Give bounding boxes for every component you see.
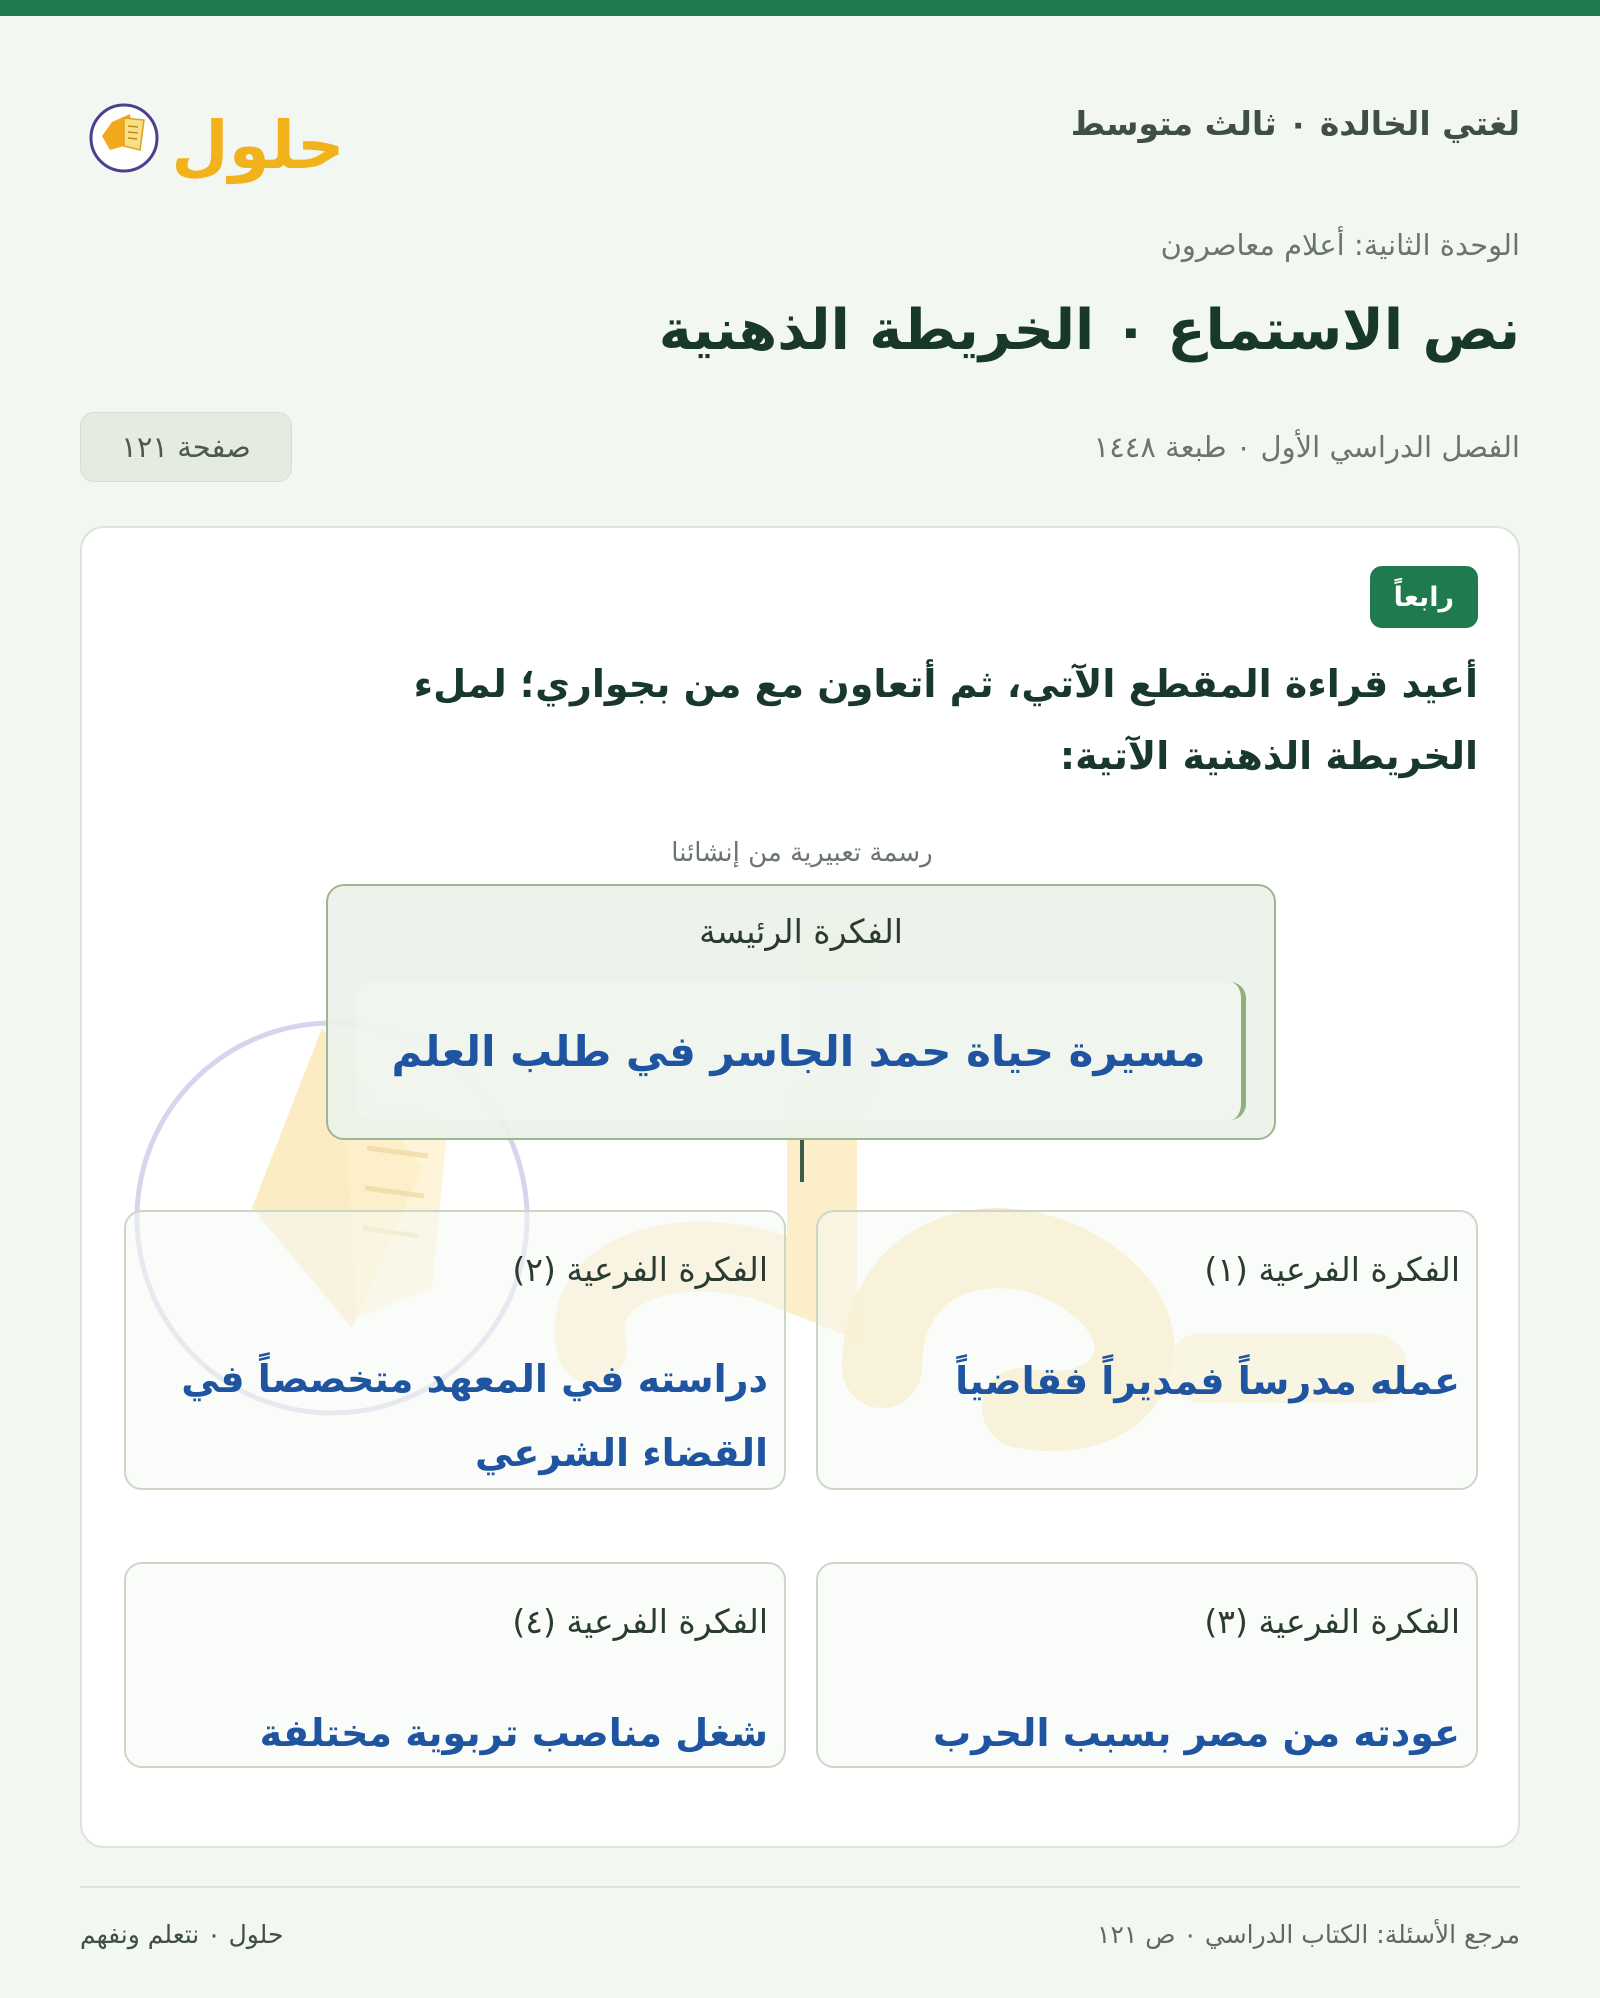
hulul-logo-icon [80,70,360,195]
footer-reference: مرجع الأسئلة: الكتاب الدراسي ٠ ص ١٢١ [1097,1920,1520,1949]
sub-idea-1-box [816,1210,1478,1490]
exercise-tag-label: رابعاً [1393,581,1454,613]
sub-idea-2-text: دراسته في المعهد متخصصاً في القضاء الشرعي [181,1357,768,1475]
logo-wordmark: حلول [171,107,345,184]
top-accent-bar [0,0,1600,16]
sub-idea-3-label: الفكرة الفرعية (٣) [1204,1602,1460,1641]
book-title: لغتي الخالدة ٠ ثالث متوسط [1070,104,1520,143]
sub-idea-4-box [124,1562,786,1768]
sub-idea-2-box [124,1210,786,1490]
footer-divider [80,1886,1520,1888]
page-number-badge [80,412,292,482]
exercise-card [80,526,1520,1848]
sub-idea-1-label: الفكرة الفرعية (١) [1204,1250,1460,1289]
exercise-instruction: أعيد قراءة المقطع الآتي، ثم أتعاون مع من بجواري؛ لملء الخريطة الذهنية الآتية: [413,662,1478,778]
main-idea-box [326,884,1276,1140]
sub-idea-3-text: عودته من مصر بسبب الحرب [932,1711,1460,1755]
main-idea-label: الفكرة الرئيسة [699,912,903,951]
semester-info: الفصل الدراسي الأول ٠ طبعة ١٤٤٨ [1093,430,1520,464]
main-idea-text: مسيرة حياة حمد الجاسر في طلب العلم [391,1026,1206,1076]
hulul-logo[interactable] [80,70,360,195]
main-idea-answer-box [356,982,1246,1120]
sub-idea-2-label: الفكرة الفرعية (٢) [512,1250,768,1289]
sub-idea-4-label: الفكرة الفرعية (٤) [512,1602,768,1641]
exercise-tag [1370,566,1478,628]
sub-idea-1-text: عمله مدرساً فمديراً فقاضياً [955,1359,1460,1403]
sub-idea-4-text: شغل مناصب تربوية مختلفة [259,1711,768,1755]
illustration-caption: رسمة تعبيرية من إنشائنا [671,838,933,868]
footer-brand: حلول ٠ نتعلم ونفهم [80,1920,284,1949]
unit-title: الوحدة الثانية: أعلام معاصرون [1160,228,1520,262]
sub-idea-3-box [816,1562,1478,1768]
page-header [80,60,1520,190]
mind-map-connector [800,1140,804,1182]
page-title: نص الاستماع ٠ الخريطة الذهنية [658,298,1520,363]
page-number-label: صفحة ١٢١ [121,430,251,464]
